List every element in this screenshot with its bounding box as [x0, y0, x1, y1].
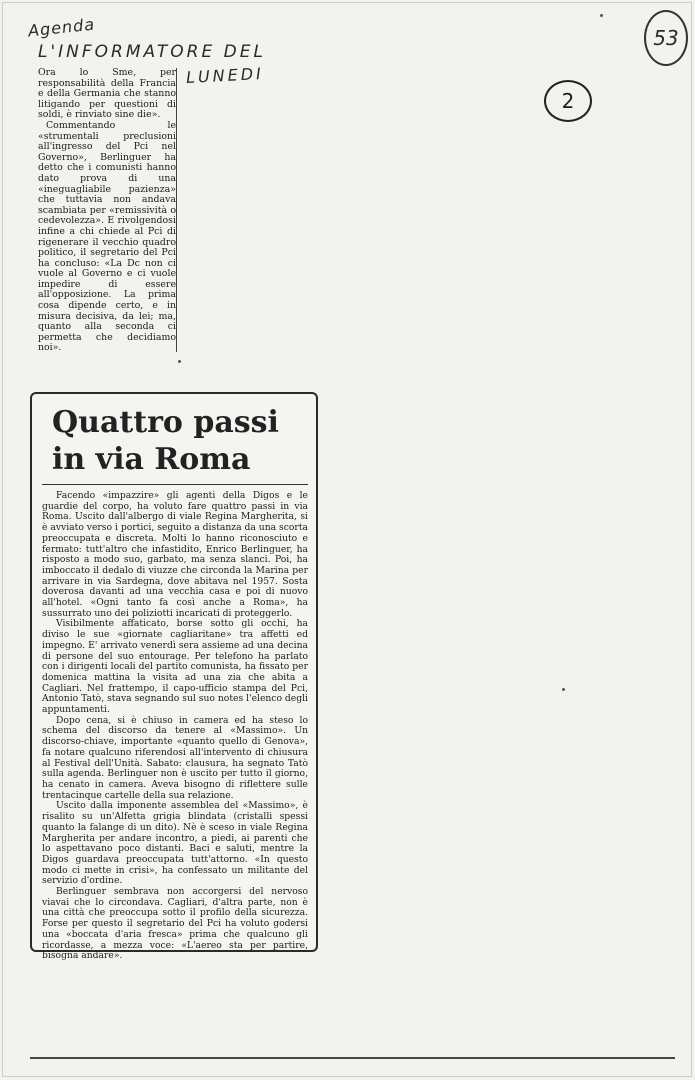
headline-divider	[42, 484, 308, 485]
handwritten-source-line2: LUNEDI	[185, 63, 265, 88]
scan-speck	[178, 360, 181, 363]
scan-speck	[600, 14, 603, 17]
handwritten-title: Agenda	[27, 14, 96, 41]
footer-rule	[30, 1057, 675, 1059]
handwritten-source-line1: L'INFORMATORE DEL	[38, 42, 266, 62]
article-paragraph: Dopo cena, si è chiuso in camera ed ha steso lo schema del discorso da tenere al «Massimo». Un discorso-chiave, importante «quanto quello di Genova», fa notare qualcuno riferendosi all'intervento di chiusura al Festival dell'Unità. Sabato: clausura, ha segnato Tatò sulla agenda. Berlinguer non è uscito per tutto il giorno, ha cenato in camera. Aveva bisogno di riflettere sulle trentacinque cartelle della sua relazione.	[42, 714, 308, 801]
circled-number: 2	[544, 80, 592, 122]
article-clipping	[30, 392, 318, 962]
article-headline	[52, 404, 308, 478]
article-paragraph: Berlinguer sembrava non accorgersi del nervoso viavai che lo circondava. Cagliari, d'altra parte, non è una città che preoccupa sotto il profilo della sicurezza. Forse per questo il segretario del Pci ha voluto godersi una «boccata d'aria fresca» prima che qualcuno gli ricordasse, a mezza voce: «L'aereo sta per partire, bisogna andare».	[42, 886, 308, 962]
scan-speck	[562, 688, 565, 691]
article-paragraph: Facendo «impazzire» gli agenti della Digos e le guardie del corpo, ha voluto fare quattro passi in via Roma. Uscito dall'albergo di viale Regina Margherita, si è avviato verso i portici, seguito a distanza da una scorta preoccupata e discreta. Molti lo hanno riconosciuto e fermato: tutt'altro che infastidito, Enrico Berlinguer, ha risposto a modo suo, garbato, ma senza slanci. Poi, ha imboccato il dedalo di viuzze che circonda la Marina per arrivare in via Sardegna, dove abitava nel 1957. Sosta doverosa davanti ad una vecchia casa e poi di nuovo all'hotel. «Ogni tanto fa così anche a Roma», ha sussurrato uno dei poliziotti incaricati di proteggerlo.	[42, 490, 308, 619]
column-clipping-top	[38, 68, 177, 352]
page-number-circled: 53	[644, 10, 688, 66]
article-body	[42, 491, 308, 962]
column-paragraph: Commentando le «strumentali preclusioni all'ingresso del Pci nel Governo», Berlinguer ha detto che i comunisti hanno dato prova di una «ineguagliabile pazienza» che tuttavia non andava scambiata per «remissività o cedevolezza». E rivolgendosi infine a chi chiede al Pci di rigenerare il vecchio quadro politico, il segretario del Pci ha concluso: «La Dc non ci vuole al Governo e ci vuole impedire di essere all'opposizione. La prima cosa dipende certo, e in misura decisiva, da lei; ma, quanto alla seconda ci permetta che decidiamo noi».	[38, 119, 176, 352]
headline-line1: Quattro passi	[52, 405, 279, 440]
article-paragraph: Visibilmente affaticato, borse sotto gli occhi, ha diviso le sue «giornate cagliaritane» tra affetti ed impegno. E' arrivato venerdì sera assieme ad una decina di persone del suo entourage. Per telefono ha parlato con i dirigenti locali del partito comunista, ha fissato per domenica mattina la visita ad una zia che abita a Cagliari. Nel frattempo, il capo-ufficio stampa del Pci, Antonio Tatò, stava segnando sul suo notes l'elenco degli appuntamenti.	[42, 618, 308, 716]
headline-line2: in via Roma	[52, 442, 251, 477]
article-paragraph: Uscito dalla imponente assemblea del «Massimo», è risalito su un'Alfetta grigia blindata (cristalli spessi quanto la falange di un dito). Nè è sceso in viale Regina Margherita per andare incontro, a piedi, ai parenti che lo aspettavano poco distanti. Baci e saluti, mentre la Digos guardava preoccupata tutt'attorno. «In questo modo ci mette in crisi», ha confessato un militante del servizio d'ordine.	[42, 800, 308, 887]
column-paragraph: Ora lo Sme, per responsabilità della Francia e della Germania che stanno litigando per questioni di soldi, è rinviato sine die».	[38, 68, 176, 121]
